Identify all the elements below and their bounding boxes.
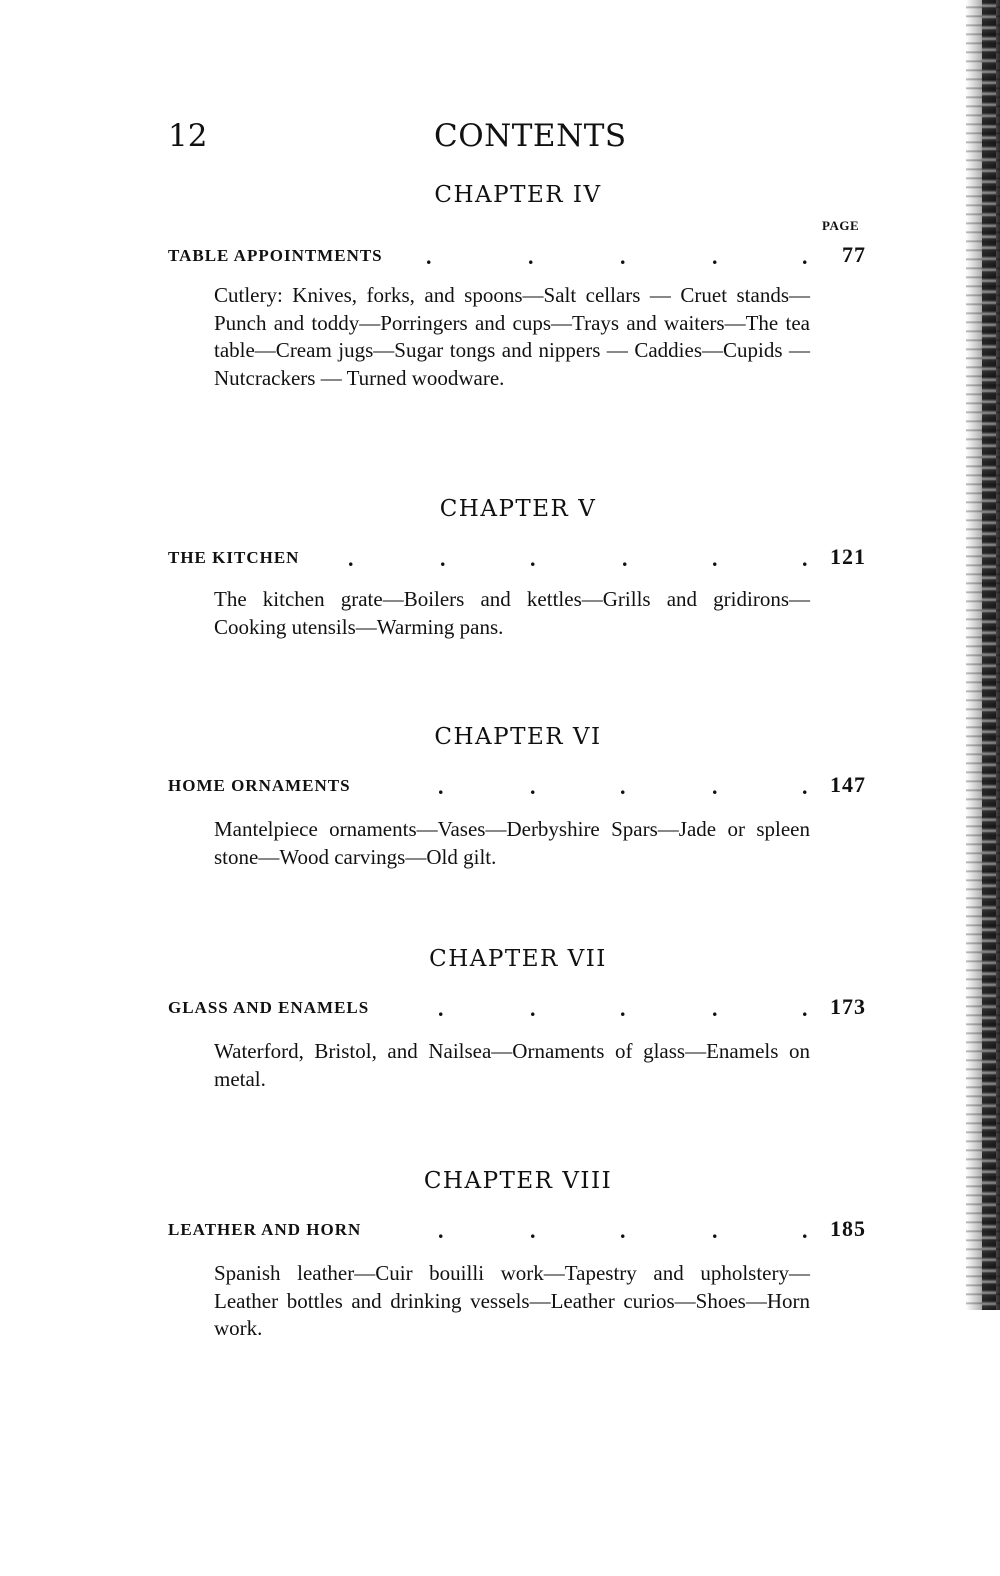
leader-dot: . <box>620 996 627 1021</box>
entry-page-number: 185 <box>830 1216 866 1241</box>
leader-dot: . <box>530 996 537 1021</box>
leader-dot: . <box>802 774 809 799</box>
leader-dot: . <box>802 546 809 571</box>
leader-dot: . <box>530 1218 537 1243</box>
leader-dot: . <box>802 244 809 269</box>
entry-page-number: 173 <box>830 994 866 1019</box>
leader-dot: . <box>802 1218 809 1243</box>
entry-title: HOME ORNAMENTS <box>168 776 351 795</box>
leader-dot: . <box>620 1218 627 1243</box>
chapter-heading: CHAPTER VI <box>434 724 602 750</box>
page-column-label: PAGE <box>822 218 860 233</box>
page-header <box>168 118 868 158</box>
toc-entry[interactable] <box>168 1216 870 1244</box>
leader-dot: . <box>712 244 719 269</box>
leader-dot: . <box>620 244 627 269</box>
entry-title: GLASS AND ENAMELS <box>168 998 370 1017</box>
toc-entry[interactable] <box>168 772 870 800</box>
leader-dot: . <box>530 546 537 571</box>
toc-entry[interactable] <box>168 994 870 1022</box>
leader-dot: . <box>438 1218 445 1243</box>
entry-page-number: 121 <box>830 544 866 569</box>
leader-dot: . <box>438 774 445 799</box>
chapter-summary: Waterford, Bristol, and Nailsea—Ornaments of glass—Enamels on metal. <box>214 1039 810 1091</box>
page-number: 12 <box>168 118 208 154</box>
chapter-summary: The kitchen grate—Boilers and kettles—Grills and gridirons—Cooking utensils—Warming pans. <box>214 587 810 639</box>
entry-title: LEATHER AND HORN <box>168 1220 362 1239</box>
leader-dot: . <box>802 996 809 1021</box>
entry-page-number: 77 <box>842 242 866 267</box>
chapter-heading: CHAPTER V <box>439 496 597 522</box>
toc-entry[interactable] <box>168 242 870 270</box>
leader-dot: . <box>440 546 447 571</box>
chapter-summary: Spanish leather—Cuir bouilli work—Tapestry and upholstery—Leather bottles and drinking vessels—Leather curios—Shoes—Horn work. <box>214 1261 810 1340</box>
chapter-summary: Mantelpiece ornaments—Vases—Derbyshire Spars—Jade or spleen stone—Wood carvings—Old gilt. <box>214 817 810 869</box>
leader-dot: . <box>622 546 629 571</box>
leader-dot: . <box>528 244 535 269</box>
toc-entry[interactable] <box>168 544 870 572</box>
leader-dot: . <box>620 774 627 799</box>
entry-title: THE KITCHEN <box>168 548 300 567</box>
leader-dot: . <box>712 1218 719 1243</box>
chapter-summary: Cutlery: Knives, forks, and spoons—Salt cellars — Cruet stands—Punch and toddy—Porringers and cups—Trays and waiters—The tea table—Cream jugs—Sugar tongs and nippers — Caddies—Cupids — Nutcrackers — Turned woodware. <box>214 283 810 390</box>
chapter-heading: CHAPTER VII <box>429 946 607 972</box>
entry-page-number: 147 <box>830 772 866 797</box>
leader-dot: . <box>712 996 719 1021</box>
leader-dot: . <box>426 244 433 269</box>
leader-dot: . <box>348 546 355 571</box>
leader-dot: . <box>438 996 445 1021</box>
running-title: CONTENTS <box>434 118 627 154</box>
leader-dot: . <box>712 774 719 799</box>
chapter-heading: CHAPTER VIII <box>423 1168 613 1194</box>
entry-title: TABLE APPOINTMENTS <box>168 246 383 265</box>
leader-dot: . <box>530 774 537 799</box>
scanned-page-edge <box>966 0 1000 1310</box>
leader-dot: . <box>712 546 719 571</box>
chapter-heading: CHAPTER IV <box>434 182 602 208</box>
